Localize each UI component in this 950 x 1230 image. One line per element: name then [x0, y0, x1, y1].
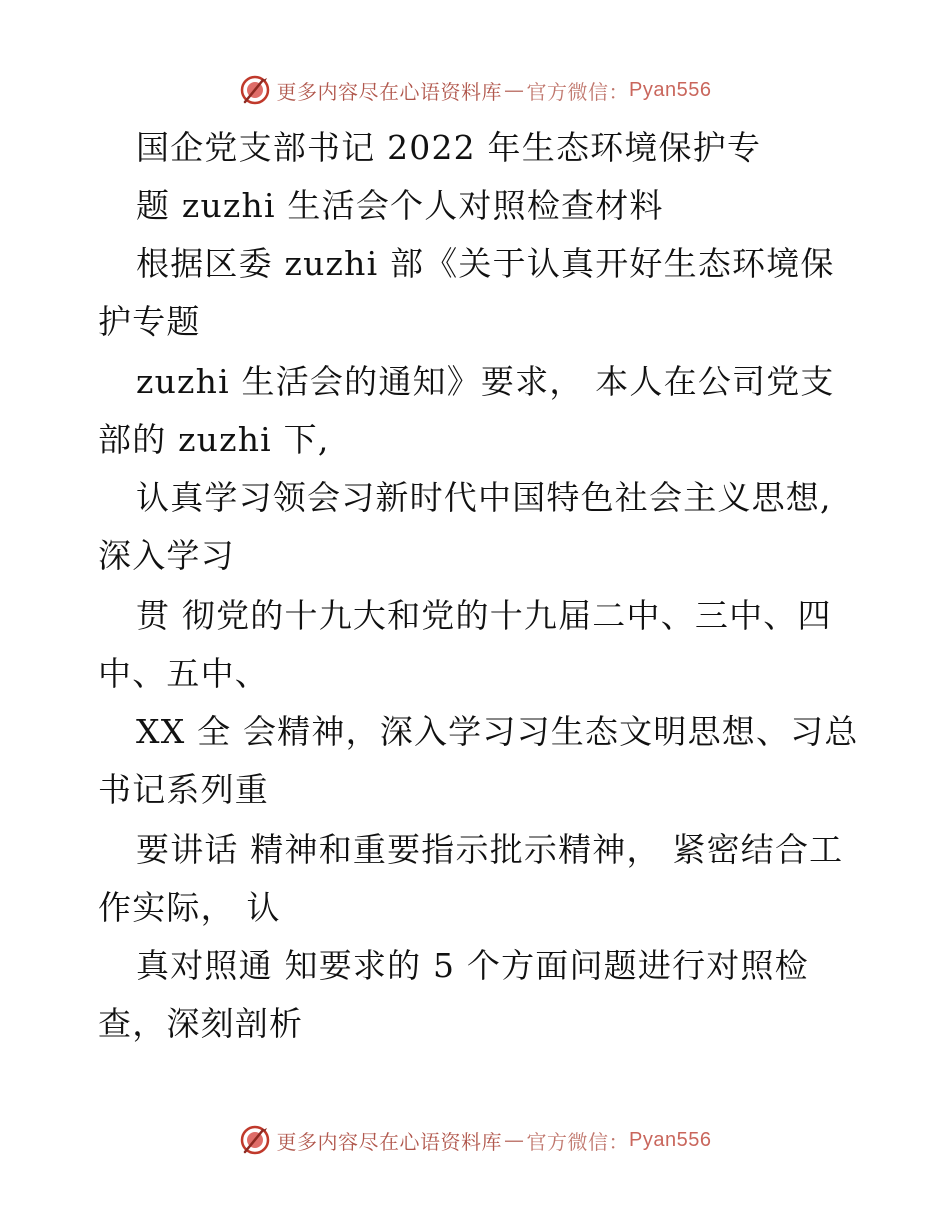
doc-paragraph-line: 部的 zuzhi 下, [98, 420, 330, 459]
watermark-dash: — [504, 78, 525, 102]
doc-paragraph-line: 认真学习领会习新时代中国特色社会主义思想, [136, 478, 832, 517]
watermark-wechat-label: 官方微信： [526, 1129, 630, 1154]
doc-paragraph-line: 查，深刻剖析 [98, 1004, 304, 1043]
doc-title-line-1: 国企党支部书记 2022 年生态环境保护专 [136, 128, 762, 167]
doc-paragraph-line: 作实际， 认 [98, 888, 281, 927]
doc-paragraph-line: 根据区委 zuzhi 部《关于认真开好生态环境保 [136, 244, 835, 283]
doc-title-line-2: 题 zuzhi 生活会个人对照检查材料 [136, 186, 664, 225]
watermark-wechat-label: 官方微信： [526, 79, 630, 104]
watermark-main-text: 更多内容尽在心语资料库 [276, 79, 503, 104]
doc-paragraph-line: 真对照通 知要求的 5 个方面问题进行对照检 [136, 946, 809, 985]
red-quill-seal-icon [239, 1124, 271, 1156]
watermark-main-text: 更多内容尽在心语资料库 [276, 1129, 503, 1154]
doc-paragraph-line: XX 全 会精神，深入学习习生态文明思想、习总 [136, 712, 859, 751]
watermark-dash: — [504, 1128, 525, 1152]
doc-paragraph-line: 贯 彻党的十九大和党的十九届二中、三中、四 [136, 596, 832, 635]
watermark-wechat-id: Pyan556 [629, 78, 712, 101]
doc-paragraph-line: 深入学习 [98, 536, 235, 575]
doc-paragraph-line: 中、五中、 [98, 654, 269, 693]
doc-paragraph-line: 要讲话 精神和重要指示批示精神， 紧密结合工 [136, 830, 844, 869]
doc-paragraph-line: 护专题 [98, 302, 201, 341]
watermark-wechat-id: Pyan556 [629, 1128, 712, 1151]
doc-paragraph-line: zuzhi 生活会的通知》要求， 本人在公司党支 [136, 362, 835, 401]
footer-watermark [0, 1120, 950, 1160]
doc-paragraph-line: 书记系列重 [98, 770, 269, 809]
